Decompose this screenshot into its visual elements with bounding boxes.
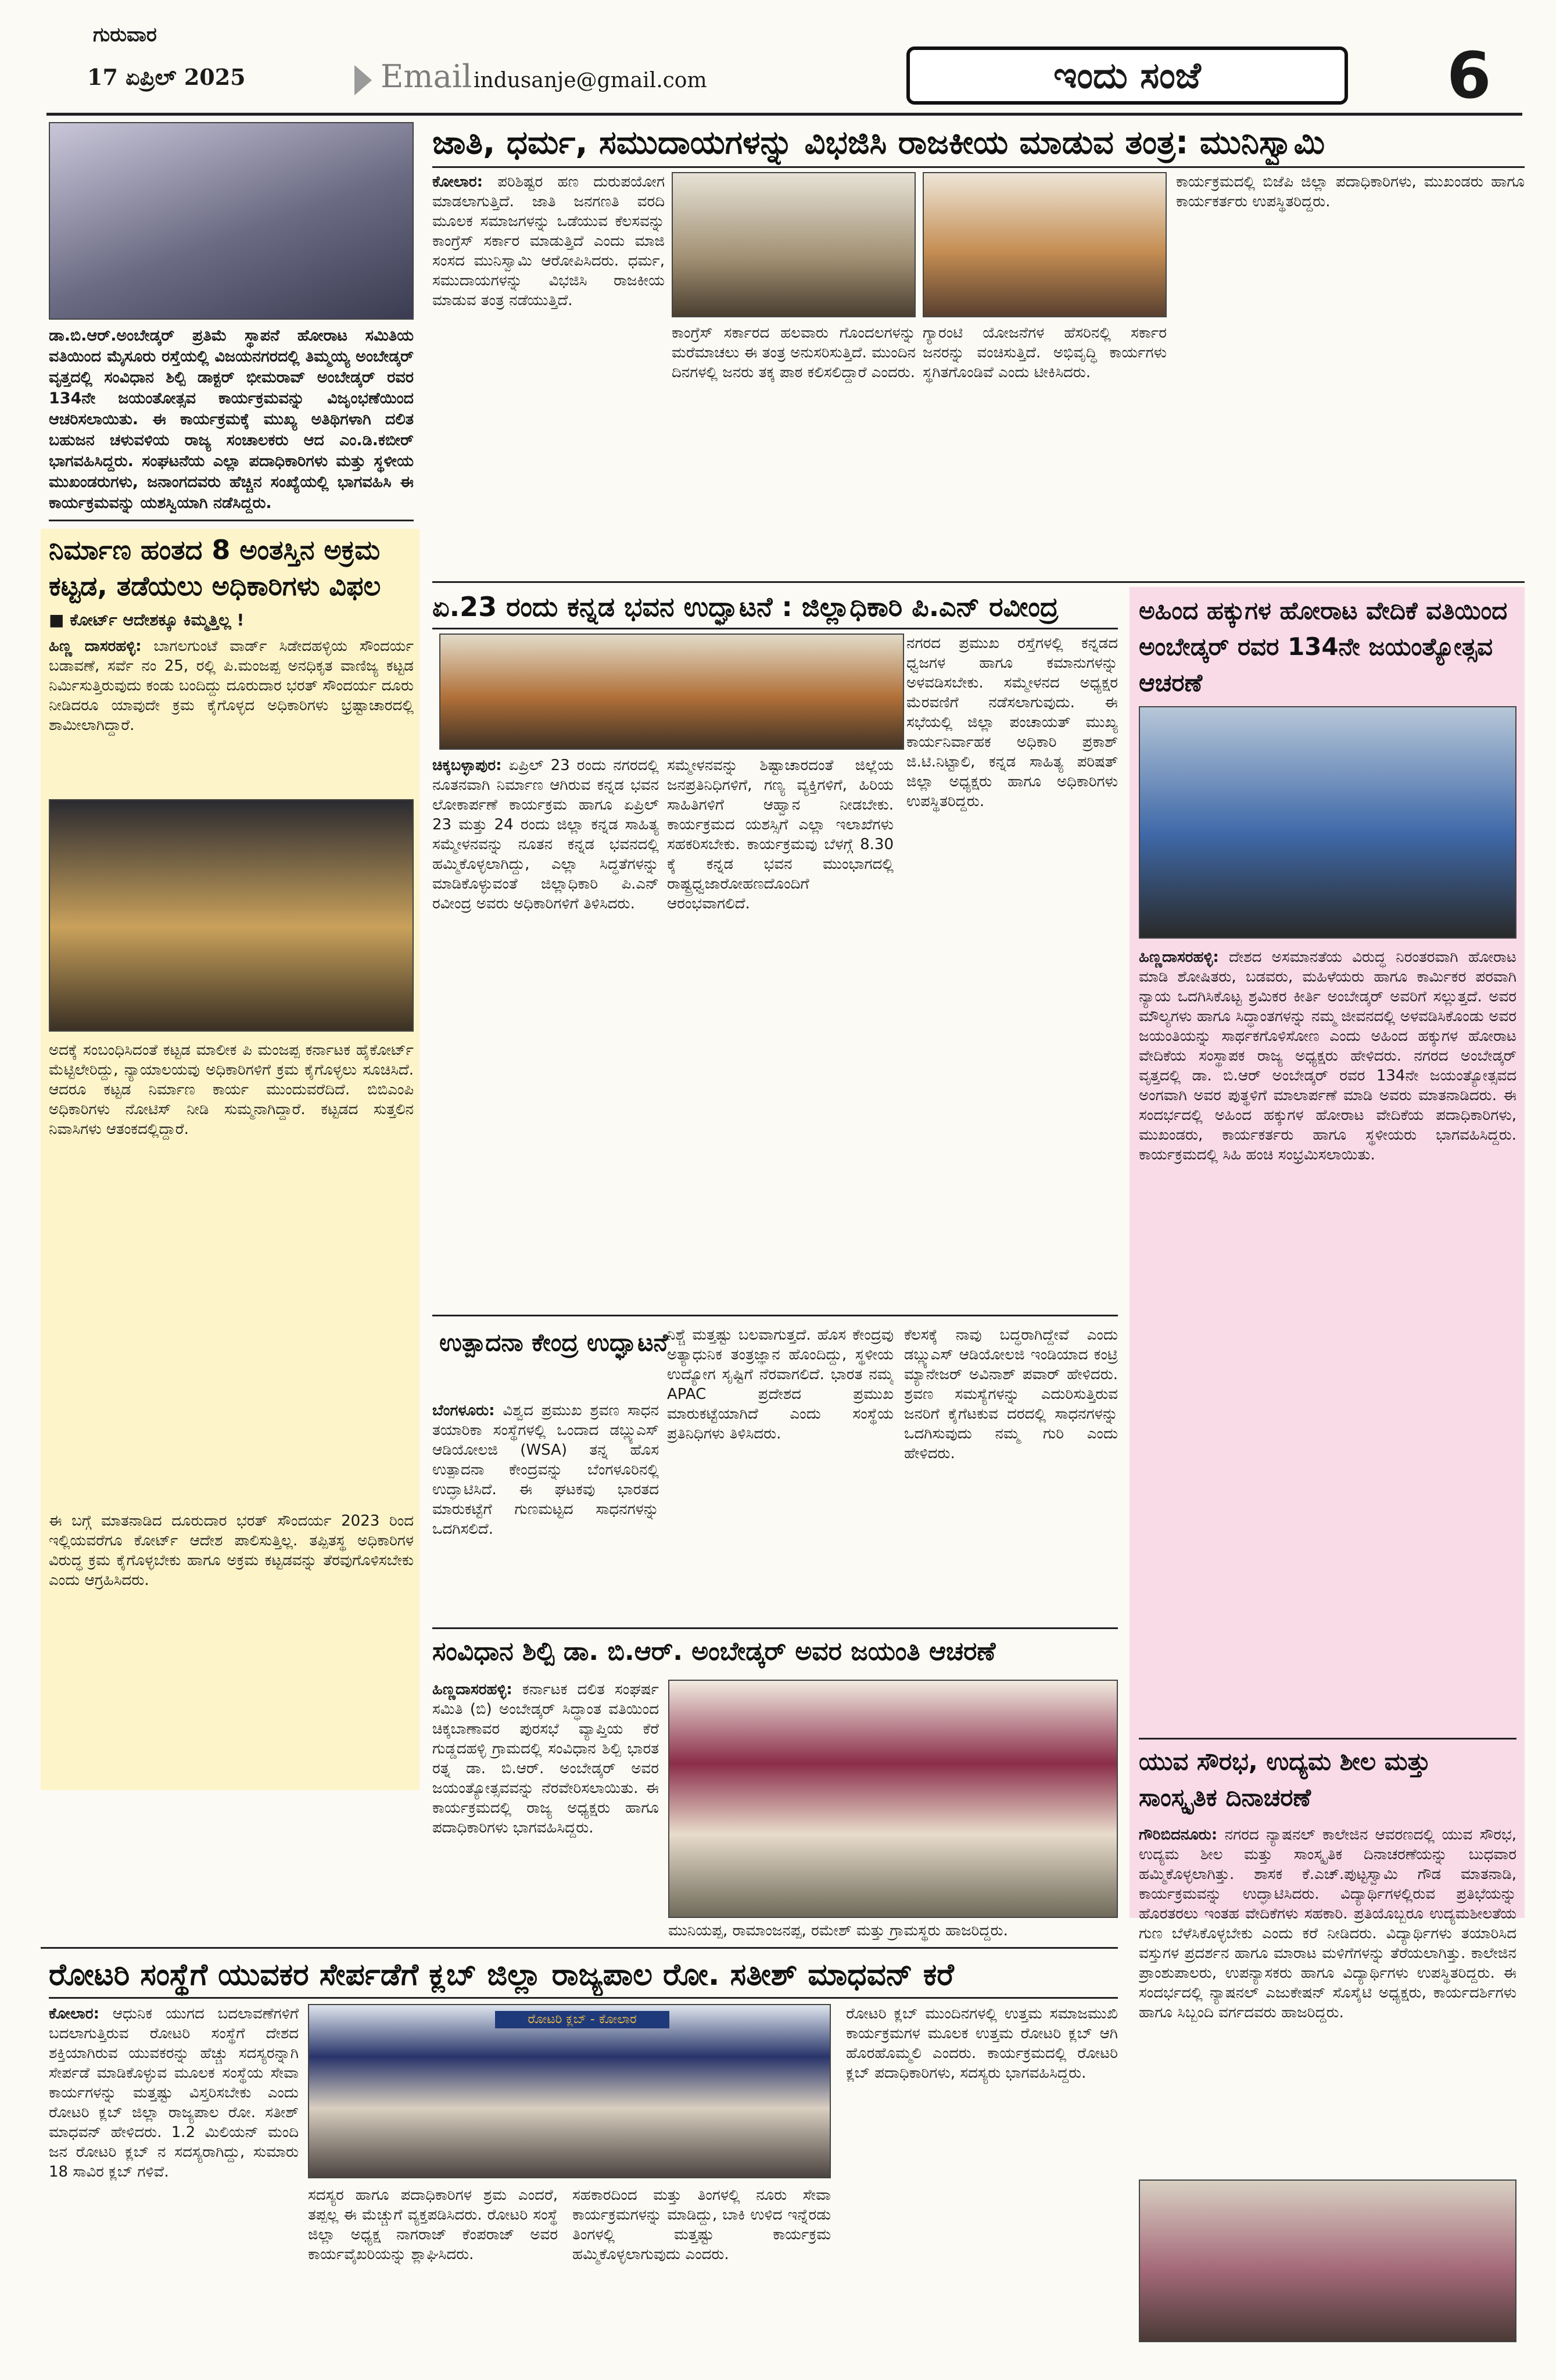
article-4-body-1: ಏಪ್ರಿಲ್ 23 ರಂದು ನಗರದಲ್ಲಿ ನೂತನವಾಗಿ ನಿರ್ಮಾಣ ಆಗಿರುವ ಕನ್ನಡ ಭವನ ಲೋಕಾರ್ಪಣೆ ಕಾರ್ಯಕ್ರಮ ಹಾಗೂ ಏಪ್ರಿಲ್ 23 ಮತ್ತು 24 ರಂದು ಜಿಲ್ಲಾ ಕನ್ನಡ ಸಾಹಿತ್ಯ ಸಮ್ಮೇಳನವನ್ನು ನೂತನ ಕನ್ನಡ ಭವನದಲ್ಲಿ ಹಮ್ಮಿಕೊಳ್ಳಲಾಗಿದ್ದು, ಎಲ್ಲಾ ಸಿದ್ಧತೆಗಳನ್ನು ಮಾಡಿಕೊಳ್ಳುವಂತೆ ಜಿಲ್ಲಾಧಿಕಾರಿ ಪಿ.ಎನ್ ರವೀಂದ್ರ ಅವರು ಅಧಿಕಾರಿಗಳಿಗೆ ತಿಳಿಸಿದರು.: [432, 757, 659, 912]
article-2-photo-1: [672, 172, 916, 317]
article-3-top: [49, 636, 414, 793]
article-6-col-1: [432, 1401, 659, 1622]
masthead-rule: [46, 113, 1522, 116]
article-5-body-text: ದೇಶದ ಅಸಮಾನತೆಯ ವಿರುದ್ಧ ನಿರಂತರವಾಗಿ ಹೋರಾಟ ಮಾಡಿ ಶೋಷಿತರು, ಬಡವರು, ಮಹಿಳೆಯರು ಹಾಗೂ ಕಾರ್ಮಿಕರ ಪರವಾಗಿ ನ್ಯಾಯ ಒದಗಿಸಿಕೊಟ್ಟ ಶ್ರಮಿಕರ ಕೀರ್ತಿ ಅಂಬೇಡ್ಕರ್ ಅವರಿಗೆ ಸಲ್ಲುತ್ತದೆ. ಅವರ ಮೌಲ್ಯಗಳು ಹಾಗೂ ಸಿದ್ಧಾಂತಗಳನ್ನು ನಮ್ಮ ಜೀವನದಲ್ಲಿ ಅಳವಡಿಸಿಕೊಂಡು ಅವರ ಜಯಂತಿಯನ್ನು ಸಾರ್ಥಕಗೊಳಿಸೋಣ ಎಂದು ಅಹಿಂದ ಹಕ್ಕುಗಳ ಹೋರಾಟ ವೇದಿಕೆಯ ಸಂಸ್ಥಾಪಕ ರಾಜ್ಯ ಅಧ್ಯಕ್ಷರು ಹೇಳಿದರು. ನಗರದ ಅಂಬೇಡ್ಕರ್ ವೃತ್ತದಲ್ಲಿ ಡಾ. ಬಿ.ಆರ್ ಅಂಬೇಡ್ಕರ್ ರವರ 134ನೇ ಜಯಂತ್ಯೋತ್ಸವದ ಅಂಗವಾಗಿ ಅವರ ಪುತ್ಥಳಿಗೆ ಮಾಲಾರ್ಪಣೆ ಮಾಡಿ ಅವರು ಮಾತನಾಡಿದರು. ಈ ಸಂದರ್ಭದಲ್ಲಿ ಅಹಿಂದ ಹಕ್ಕುಗಳ ಹೋರಾಟ ವೇದಿಕೆಯ ಪದಾಧಿಕಾರಿಗಳು, ಮುಖಂಡರು, ಕಾರ್ಯಕರ್ತರು ಹಾಗೂ ಸ್ಥಳೀಯರು ಭಾಗವಹಿಸಿದ್ದರು. ಕಾರ್ಯಕ್ರಮದಲ್ಲಿ ಸಿಹಿ ಹಂಚಿ ಸಂಭ್ರಮಿಸಲಾಯಿತು.: [1139, 949, 1516, 1164]
article-7-photo: [668, 1680, 1118, 1918]
dateline: ಹಿಣ್ಣದಾಸರಹಳ್ಳಿ:: [432, 1681, 512, 1698]
page-number: 6: [1447, 38, 1492, 113]
divider: [432, 1315, 1118, 1316]
divider: [49, 520, 414, 521]
article-2-col-4: ಕಾರ್ಯಕ್ರಮದಲ್ಲಿ ಬಿಜೆಪಿ ಜಿಲ್ಲಾ ಪದಾಧಿಕಾರಿಗಳು, ಮುಖಂಡರು ಹಾಗೂ ಕಾರ್ಯಕರ್ತರು ಉಪಸ್ಥಿತರಿದ್ದರು.: [1176, 173, 1525, 210]
article-6-col-3: ಕೆಲಸಕ್ಕೆ ನಾವು ಬದ್ಧರಾಗಿದ್ದೇವೆ ಎಂದು ಡಬ್ಲ್ಯುಎಸ್ ಆಡಿಯೋಲಜಿ ಇಂಡಿಯಾದ ಕಂಟ್ರಿ ಮ್ಯಾನೇಜರ್ ಅವಿನಾಶ್ ಪವಾರ್ ಹೇಳಿದರು. ಶ್ರವಣ ಸಮಸ್ಯೆಗಳನ್ನು ಎದುರಿಸುತ್ತಿರುವ ಜನರಿಗೆ ಕೈಗೆಟಕುವ ದರದಲ್ಲಿ ಸಾಧನಗಳನ್ನು ಒದಗಿಸುವುದು ನಮ್ಮ ಗುರಿ ಎಂದು ಹೇಳಿದರು.: [904, 1326, 1118, 1462]
article-2-col-3: ಗ್ಯಾರಂಟಿ ಯೋಜನೆಗಳ ಹೆಸರಿನಲ್ಲಿ ಸರ್ಕಾರ ಜನರನ್ನು ವಂಚಿಸುತ್ತಿದೆ. ಅಭಿವೃದ್ಧಿ ಕಾರ್ಯಗಳು ಸ್ಥಗಿತಗೊಂಡಿವೆ ಎಂದು ಟೀಕಿಸಿದರು.: [923, 324, 1167, 381]
article-9-photo: [1139, 2179, 1516, 2342]
article-8-body-1: ಆಧುನಿಕ ಯುಗದ ಬದಲಾವಣೆಗಳಿಗೆ ಬದಲಾಗುತ್ತಿರುವ ರೋಟರಿ ಸಂಸ್ಥೆಗೆ ದೇಶದ ಶಕ್ತಿಯಾಗಿರುವ ಯುವಕರನ್ನು ಹೆಚ್ಚು ಸದಸ್ಯರನ್ನಾಗಿ ಸೇರ್ಪಡೆ ಮಾಡಿಕೊಳ್ಳುವ ಮೂಲಕ ಸಂಸ್ಥೆಯ ಸೇವಾ ಕಾರ್ಯಗಳನ್ನು ಮತ್ತಷ್ಟು ವಿಸ್ತರಿಸಬೇಕು ಎಂದು ರೋಟರಿ ಕ್ಲಬ್ ಜಿಲ್ಲಾ ರಾಜ್ಯಪಾಲ ರೋ. ಸತೀಶ್ ಮಾಧವನ್ ಹೇಳಿದರು. 1.2 ಮಿಲಿಯನ್ ಮಂದಿ ಜನ ರೋಟರಿ ಕ್ಲಬ್ ನ ಸದಸ್ಯರಾಗಿದ್ದು, ಸುಮಾರು 18 ಸಾವಿರ ಕ್ಲಬ್ ಗಳಿವೆ.: [49, 2005, 299, 2181]
rotary-banner: ರೋಟರಿ ಕ್ಲಬ್ - ಕೋಲಾರ: [495, 2011, 669, 2028]
article-3-middle: ಅದಕ್ಕೆ ಸಂಬಂಧಿಸಿದಂತೆ ಕಟ್ಟಡ ಮಾಲೀಕ ಪಿ ಮಂಜಪ್ಪ ಕರ್ನಾಟಕ ಹೈಕೋರ್ಟ್ ಮೆಟ್ಟಿಲೇರಿದ್ದು, ನ್ಯಾಯಾಲಯವು ಅಧಿಕಾರಿಗಳಿಗೆ ಕ್ರಮ ಕೈಗೊಳ್ಳಲು ಸೂಚಿಸಿದೆ. ಆದರೂ ಕಟ್ಟಡ ನಿರ್ಮಾಣ ಕಾರ್ಯ ಮುಂದುವರೆದಿದೆ. ಬಿಬಿಎಂಪಿ ಅಧಿಕಾರಿಗಳು ನೋಟಿಸ್ ನೀಡಿ ಸುಮ್ಮನಾಗಿದ್ದಾರೆ. ಕಟ್ಟಡದ ಸುತ್ತಲಿನ ನಿವಾಸಿಗಳು ಆತಂಕದಲ್ಲಿದ್ದಾರೆ.: [49, 1042, 414, 1138]
divider: [1139, 1738, 1516, 1740]
building-photo: [49, 799, 414, 1032]
article-5-headline: ಅಹಿಂದ ಹಕ್ಕುಗಳ ಹೋರಾಟ ವೇದಿಕೆ ವತಿಯಿಂದ ಅಂಬೇಡ್ಕರ್ ರವರ 134ನೇ ಜಯಂತ್ಯೋತ್ಸವ ಆಚರಣೆ: [1139, 596, 1508, 697]
masthead-date: 17 ಏಪ್ರಿಲ್ 2025: [87, 64, 246, 90]
email-address[interactable]: indusanje@gmail.com: [474, 69, 707, 92]
masthead-day: ಗುರುವಾರ: [93, 23, 157, 46]
article-7-photo-caption: ಮುನಿಯಪ್ಪ, ರಾಮಾಂಜನಪ್ಪ, ರಮೇಶ್ ಮತ್ತು ಗ್ರಾಮಸ್ಥರು ಹಾಜರಿದ್ದರು.: [668, 1922, 1008, 1939]
article-7-headline: ಸಂವಿಧಾನ ಶಿಲ್ಪಿ ಡಾ. ಬಿ.ಆರ್. ಅಂಬೇಡ್ಕರ್ ಅವರ ಜಯಂತಿ ಆಚರಣೆ: [432, 1637, 996, 1666]
article-7-body: [432, 1680, 659, 1941]
divider: [49, 1997, 1118, 1999]
article-4-col-2: ಸಮ್ಮೇಳನವನ್ನು ಶಿಷ್ಟಾಚಾರದಂತೆ ಜಿಲ್ಲೆಯ ಜನಪ್ರತಿನಿಧಿಗಳಿಗೆ, ಗಣ್ಯ ವ್ಯಕ್ತಿಗಳಿಗೆ, ಹಿರಿಯ ಸಾಹಿತಿಗಳಿಗೆ ಆಹ್ವಾನ ನೀಡಬೇಕು. ಕಾರ್ಯಕ್ರಮದ ಯಶಸ್ಸಿಗೆ ಎಲ್ಲಾ ಇಲಾಖೆಗಳು ಸಹಕರಿಸಬೇಕು. ಕಾರ್ಯಕ್ರಮವು ಬೆಳಗ್ಗೆ 8.30 ಕ್ಕೆ ಕನ್ನಡ ಭವನ ಮುಂಭಾಗದಲ್ಲಿ ರಾಷ್ಟ್ರಧ್ವಜಾರೋಹಣದೊಂದಿಗೆ ಆರಂಭವಾಗಲಿದೆ.: [667, 757, 894, 912]
divider: [432, 1627, 1118, 1629]
logo-text: ಇಂದು ಸಂಜೆ: [1053, 54, 1201, 96]
dateline: ಕೋಲಾರ:: [432, 173, 483, 191]
article-8-col-2: ಸದಸ್ಯರ ಹಾಗೂ ಪದಾಧಿಕಾರಿಗಳ ಶ್ರಮ ಎಂದರೆ, ತಪ್ಪಲ್ಲ ಈ ಮೆಚ್ಚುಗೆ ವ್ಯಕ್ತಪಡಿಸಿದರು. ರೋಟರಿ ಸಂಸ್ಥೆ ಜಿಲ್ಲಾ ಅಧ್ಯಕ್ಷ ನಾಗರಾಜ್ ಕೆಂಪರಾಜ್ ಅವರ ಕಾರ್ಯವೈಖರಿಯನ್ನು ಶ್ಲಾಘಿಸಿದರು.: [308, 2186, 558, 2263]
article-7-body-text: ಕರ್ನಾಟಕ ದಲಿತ ಸಂಘರ್ಷ ಸಮಿತಿ (ಬಿ) ಅಂಬೇಡ್ಕರ್ ಸಿದ್ಧಾಂತ ವತಿಯಿಂದ ಚಿಕ್ಕಬಾಣಾವರ ಪುರಸಭೆ ವ್ಯಾಪ್ತಿಯ ಕೆರೆ ಗುಡ್ಡದಹಳ್ಳಿ ಗ್ರಾಮದಲ್ಲಿ ಸಂವಿಧಾನ ಶಿಲ್ಪಿ ಭಾರತ ರತ್ನ ಡಾ. ಬಿ.ಆರ್. ಅಂಬೇಡ್ಕರ್ ಅವರ ಜಯಂತ್ಯೋತ್ಸವವನ್ನು ನೆರವೇರಿಸಲಾಯಿತು. ಈ ಕಾರ್ಯಕ್ರಮದಲ್ಲಿ ರಾಜ್ಯ ಅಧ್ಯಕ್ಷರು ಹಾಗೂ ಪದಾಧಿಕಾರಿಗಳು ಭಾಗವಹಿಸಿದ್ದರು.: [432, 1681, 659, 1837]
divider: [41, 1947, 1118, 1949]
article-5-photo: [1139, 706, 1516, 939]
dateline: ಬೆಂಗಳೂರು:: [432, 1402, 495, 1419]
dateline: ಹಿಣ್ಣ ದಾಸರಹಳ್ಳಿ:: [49, 638, 142, 655]
article-2-body-1: ಪರಿಶಿಷ್ಟರ ಹಣ ದುರುಪಯೋಗ ಮಾಡಲಾಗುತ್ತಿದೆ. ಜಾತಿ ಜನಗಣತಿ ವರದಿ ಮೂಲಕ ಸಮಾಜಗಳನ್ನು ಒಡೆಯುವ ಕೆಲಸವನ್ನು ಕಾಂಗ್ರೆಸ್ ಸರ್ಕಾರ ಮಾಡುತ್ತಿದೆ ಎಂದು ಮಾಜಿ ಸಂಸದ ಮುನಿಸ್ವಾಮಿ ಆರೋಪಿಸಿದರು. ಧರ್ಮ, ಸಮುದಾಯಗಳನ್ನು ವಿಭಜಿಸಿ ರಾಜಕೀಯ ಮಾಡುವ ತಂತ್ರ ನಡೆಯುತ್ತಿದೆ.: [432, 173, 665, 309]
article-9-headline: ಯುವ ಸೌರಭ, ಉದ್ಯಮ ಶೀಲ ಮತ್ತು ಸಾಂಸ್ಕೃತಿಕ ದಿನಾಚರಣೆ: [1139, 1747, 1430, 1812]
article-6-headline: ಉತ್ಪಾದನಾ ಕೇಂದ್ರ ಉದ್ಘಾಟನೆ: [439, 1328, 668, 1357]
divider: [432, 628, 1118, 629]
article-6-col-2: ನಿಶ್ಚೆ ಮತ್ತಷ್ಟು ಬಲವಾಗುತ್ತದೆ. ಹೊಸ ಕೇಂದ್ರವು ಅತ್ಯಾಧುನಿಕ ತಂತ್ರಜ್ಞಾನ ಹೊಂದಿದ್ದು, ಸ್ಥಳೀಯ ಉದ್ಯೋಗ ಸೃಷ್ಟಿಗೆ ನೆರವಾಗಲಿದೆ. ಭಾರತ ನಮ್ಮ APAC ಪ್ರದೇಶದ ಪ್ರಮುಖ ಮಾರುಕಟ್ಟೆಯಾಗಿದೆ ಎಂದು ಸಂಸ್ಥೆಯ ಪ್ರತಿನಿಧಿಗಳು ತಿಳಿಸಿದರು.: [667, 1326, 894, 1443]
article-8-photo: [308, 2004, 831, 2178]
article-3-subhead: ■ ಕೋರ್ಟ್ ಆದೇಶಕ್ಕೂ ಕಿಮ್ಮತ್ತಿಲ್ಲ !: [49, 610, 245, 629]
masthead: [0, 0, 1556, 116]
ambedkar-statue-photo: [49, 122, 414, 320]
article-4-col-3: ನಗರದ ಪ್ರಮುಖ ರಸ್ತೆಗಳಲ್ಲಿ ಕನ್ನಡದ ಧ್ವಜಗಳ ಹಾಗೂ ಕಮಾನುಗಳನ್ನು ಅಳವಡಿಸಬೇಕು. ಸಮ್ಮೇಳನದ ಅಧ್ಯಕ್ಷರ ಮೆರವಣಿಗೆ ನಡೆಸಲಾಗುವುದು. ಈ ಸಭೆಯಲ್ಲಿ ಜಿಲ್ಲಾ ಪಂಚಾಯತ್ ಮುಖ್ಯ ಕಾರ್ಯನಿರ್ವಾಹಕ ಅಧಿಕಾರಿ ಪ್ರಕಾಶ್ ಜಿ.ಟಿ.ನಿಟ್ಟಾಲಿ, ಕನ್ನಡ ಸಾಹಿತ್ಯ ಪರಿಷತ್ ಜಿಲ್ಲಾ ಅಧ್ಯಕ್ಷರು ಹಾಗೂ ಅಧಿಕಾರಿಗಳು ಉಪಸ್ಥಿತರಿದ್ದರು.: [906, 635, 1118, 810]
dateline: ಹಿಣ್ಣದಾಸರಹಳ್ಳಿ:: [1139, 949, 1219, 966]
article-2-headline: ಜಾತಿ, ಧರ್ಮ, ಸಮುದಾಯಗಳನ್ನು ವಿಭಜಿಸಿ ರಾಜಕೀಯ ಮಾಡುವ ತಂತ್ರ: ಮುನಿಸ್ವಾಮಿ: [432, 124, 1325, 162]
article-3-body-top: ಬಾಗಲಗುಂಟೆ ವಾರ್ಡ್ ಸಿಡೇದಹಳ್ಳಿಯ ಸೌಂದರ್ಯ ಬಡಾವಣೆ, ಸರ್ವೆ ನಂ 25, ರಲ್ಲಿ ಪಿ.ಮಂಜಪ್ಪ ಅನಧಿಕೃತ ವಾಣಿಜ್ಯ ಕಟ್ಟಡ ನಿರ್ಮಿಸುತ್ತಿರುವುದು ಕಂಡು ಬಂದಿದ್ದು ದೂರುದಾರ ಭರತ್ ಸೌಂದರ್ಯ ದೂರು ನೀಡಿದರೂ ಯಾವುದೇ ಕ್ರಮ ಕೈಗೊಳ್ಳದ ಅಧಿಕಾರಿಗಳು ಭ್ರಷ್ಟಾಚಾರದಲ್ಲಿ ಶಾಮೀಲಾಗಿದ್ದಾರೆ.: [49, 638, 414, 734]
article-9-body-text: ನಗರದ ನ್ಯಾಷನಲ್ ಕಾಲೇಜಿನ ಆವರಣದಲ್ಲಿ ಯುವ ಸೌರಭ, ಉದ್ಯಮ ಶೀಲ ಮತ್ತು ಸಾಂಸ್ಕೃತಿಕ ದಿನಾಚರಣೆಯನ್ನು ಬುಧವಾರ ಹಮ್ಮಿಕೊಳ್ಳಲಾಗಿತ್ತು. ಶಾಸಕ ಕೆ.ಎಚ್.ಪುಟ್ಟಸ್ವಾಮಿ ಗೌಡ ಮಾತನಾಡಿ, ಕಾರ್ಯಕ್ರಮವನ್ನು ಉದ್ಘಾಟಿಸಿದರು. ವಿದ್ಯಾರ್ಥಿಗಳಲ್ಲಿರುವ ಪ್ರತಿಭೆಯನ್ನು ಹೊರತರಲು ಇಂತಹ ವೇದಿಕೆಗಳು ಸಹಕಾರಿ. ಪ್ರತಿಯೊಬ್ಬರೂ ಉದ್ಯಮಶೀಲತೆಯ ಗುಣ ಬೆಳೆಸಿಕೊಳ್ಳಬೇಕು ಎಂದು ಕರೆ ನೀಡಿದರು. ವಿದ್ಯಾರ್ಥಿಗಳು ತಯಾರಿಸಿದ ವಸ್ತುಗಳ ಪ್ರದರ್ಶನ ಹಾಗೂ ಮಾರಾಟ ಮಳಿಗೆಗಳನ್ನು ತೆರೆಯಲಾಗಿತ್ತು. ಕಾಲೇಜಿನ ಪ್ರಾಂಶುಪಾಲರು, ಉಪನ್ಯಾಸಕರು ಹಾಗೂ ವಿದ್ಯಾರ್ಥಿಗಳು ಉಪಸ್ಥಿತರಿದ್ದರು. ಈ ಸಂದರ್ಭದಲ್ಲಿ ನ್ಯಾಷನಲ್ ಎಜುಕೇಷನ್ ಸೊಸೈಟಿ ಅಧ್ಯಕ್ಷರು, ಕಾರ್ಯದರ್ಶಿಗಳು ಹಾಗೂ ಸಿಬ್ಬಂದಿ ವರ್ಗದವರು ಹಾಜರಿದ್ದರು.: [1139, 1826, 1516, 2021]
article-4-headline: ಏ.23 ರಂದು ಕನ್ನಡ ಭವನ ಉದ್ಘಾಟನೆ : ಜಿಲ್ಲಾಧಿಕಾರಿ ಪಿ.ಎನ್ ರವೀಂದ್ರ: [432, 591, 1059, 622]
logo: [906, 46, 1348, 105]
article-8-headline: ರೋಟರಿ ಸಂಸ್ಥೆಗೆ ಯುವಕರ ಸೇರ್ಪಡೆಗೆ ಕ್ಲಬ್ ಜಿಲ್ಲಾ ರಾಜ್ಯಪಾಲ ರೋ. ಸತೀಶ್ ಮಾಧವನ್ ಕರೆ: [49, 1957, 954, 1992]
article-2-col-1: [432, 172, 665, 579]
article-2-photo-2: [923, 172, 1167, 317]
divider: [432, 581, 1525, 583]
divider: [432, 166, 1525, 168]
dateline: ಗೌರಿಬಿದನೂರು:: [1139, 1826, 1218, 1844]
dateline: ಕೋಲಾರ:: [49, 2005, 99, 2023]
dateline: ಚಿಕ್ಕಬಳ್ಳಾಪುರ:: [432, 757, 502, 774]
arrow-icon: [354, 65, 372, 95]
email-label: Email: [381, 58, 472, 95]
article-4-photo: [439, 634, 904, 750]
article-2-col-2: ಕಾಂಗ್ರೆಸ್ ಸರ್ಕಾರದ ಹಲವಾರು ಗೊಂದಲಗಳನ್ನು ಮರೆಮಾಚಲು ಈ ತಂತ್ರ ಅನುಸರಿಸುತ್ತಿದೆ. ಮುಂದಿನ ದಿನಗಳಲ್ಲಿ ಜನರು ತಕ್ಕ ಪಾಠ ಕಲಿಸಲಿದ್ದಾರೆ ಎಂದರು.: [672, 324, 916, 381]
article-3-headline: ನಿರ್ಮಾಣ ಹಂತದ 8 ಅಂತಸ್ತಿನ ಅಕ್ರಮ ಕಟ್ಟಡ, ತಡೆಯಲು ಅಧಿಕಾರಿಗಳು ವಿಫಲ: [49, 534, 381, 602]
article-9-body: [1139, 1825, 1516, 2174]
article-8-col-3: ಸಹಕಾರದಿಂದ ಮತ್ತು ತಿಂಗಳಲ್ಲಿ ನೂರು ಸೇವಾ ಕಾರ್ಯಕ್ರಮಗಳನ್ನು ಮಾಡಿದ್ದು, ಬಾಕಿ ಉಳಿದ ಇನ್ನೆರಡು ತಿಂಗಳಲ್ಲಿ ಮತ್ತಷ್ಟು ಕಾರ್ಯಕ್ರಮ ಹಮ್ಮಿಕೊಳ್ಳಲಾಗುವುದು ಎಂದರು.: [572, 2186, 831, 2263]
article-6-body-1: ವಿಶ್ವದ ಪ್ರಮುಖ ಶ್ರವಣ ಸಾಧನ ತಯಾರಿಕಾ ಸಂಸ್ಥೆಗಳಲ್ಲಿ ಒಂದಾದ ಡಬ್ಲ್ಯುಎಸ್ ಆಡಿಯೋಲಜಿ (WSA) ತನ್ನ ಹೊಸ ಉತ್ಪಾದನಾ ಕೇಂದ್ರವನ್ನು ಬೆಂಗಳೂರಿನಲ್ಲಿ ಉದ್ಘಾಟಿಸಿದೆ. ಈ ಘಟಕವು ಭಾರತದ ಮಾರುಕಟ್ಟೆಗೆ ಗುಣಮಟ್ಟದ ಸಾಧನಗಳನ್ನು ಒದಗಿಸಲಿದೆ.: [432, 1402, 659, 1538]
article-5-body: [1139, 947, 1516, 1726]
article-8-col-4: ರೋಟರಿ ಕ್ಲಬ್ ಮುಂದಿನಗಳಲ್ಲಿ ಉತ್ತಮ ಸಮಾಜಮುಖಿ ಕಾರ್ಯಕ್ರಮಗಳ ಮೂಲಕ ಉತ್ತಮ ರೋಟರಿ ಕ್ಲಬ್ ಆಗಿ ಹೊರಹೊಮ್ಮಲಿ ಎಂದರು. ಕಾರ್ಯಕ್ರಮದಲ್ಲಿ ರೋಟರಿ ಕ್ಲಬ್ ಪದಾಧಿಕಾರಿಗಳು, ಸದಸ್ಯರು ಭಾಗವಹಿಸಿದ್ದರು.: [846, 2005, 1118, 2082]
article-8-col-1: [49, 2004, 299, 2341]
article-4-col-1: [432, 756, 659, 1308]
article-1-caption: ಡಾ.ಬಿ.ಆರ್.ಅಂಬೇಡ್ಕರ್ ಪ್ರತಿಮೆ ಸ್ಥಾಪನೆ ಹೋರಾಟ ಸಮಿತಿಯ ವತಿಯಿಂದ ಮೈಸೂರು ರಸ್ತೆಯಲ್ಲಿ ವಿಜಯನಗರದಲ್ಲಿ ತಿಮ್ಮಯ್ಯ ಅಂಬೇಡ್ಕರ್ ವೃತ್ತದಲ್ಲಿ ಸಂವಿಧಾನ ಶಿಲ್ಪಿ ಡಾಕ್ಟರ್ ಭೀಮರಾವ್ ಅಂಬೇಡ್ಕರ್ ರವರ 134ನೇ ಜಯಂತೋತ್ಸವ ಕಾರ್ಯಕ್ರಮವನ್ನು ವಿಜೃಂಭಣೆಯಿಂದ ಆಚರಿಸಲಾಯಿತು. ಈ ಕಾರ್ಯಕ್ರಮಕ್ಕೆ ಮುಖ್ಯ ಅತಿಥಿಗಳಾಗಿ ದಲಿತ ಬಹುಜನ ಚಳುವಳಿಯ ರಾಜ್ಯ ಸಂಚಾಲಕರು ಆದ ಎಂ.ಡಿ.ಕಬೀರ್ ಭಾಗವಹಿಸಿದ್ದರು. ಸಂಘಟನೆಯ ಎಲ್ಲಾ ಪದಾಧಿಕಾರಿಗಳು ಮತ್ತು ಸ್ಥಳೀಯ ಮುಖಂಡರುಗಳು, ಜನಾಂಗದವರು ಹೆಚ್ಚಿನ ಸಂಖ್ಯೆಯಲ್ಲಿ ಭಾಗವಹಿಸಿ ಈ ಕಾರ್ಯಕ್ರಮವನ್ನು ಯಶಸ್ವಿಯಾಗಿ ನಡೆಸಿದ್ದರು.: [49, 327, 414, 512]
article-3-bottom: ಈ ಬಗ್ಗೆ ಮಾತನಾಡಿದ ದೂರುದಾರ ಭರತ್ ಸೌಂದರ್ಯ 2023 ರಿಂದ ಇಲ್ಲಿಯವರೆಗೂ ಕೋರ್ಟ್ ಆದೇಶ ಪಾಲಿಸುತ್ತಿಲ್ಲ. ತಪ್ಪಿತಸ್ಥ ಅಧಿಕಾರಿಗಳ ವಿರುದ್ಧ ಕ್ರಮ ಕೈಗೊಳ್ಳಬೇಕು ಹಾಗೂ ಅಕ್ರಮ ಕಟ್ಟಡವನ್ನು ತೆರವುಗೊಳಿಸಬೇಕು ಎಂದು ಆಗ್ರಹಿಸಿದರು.: [49, 1512, 414, 1589]
